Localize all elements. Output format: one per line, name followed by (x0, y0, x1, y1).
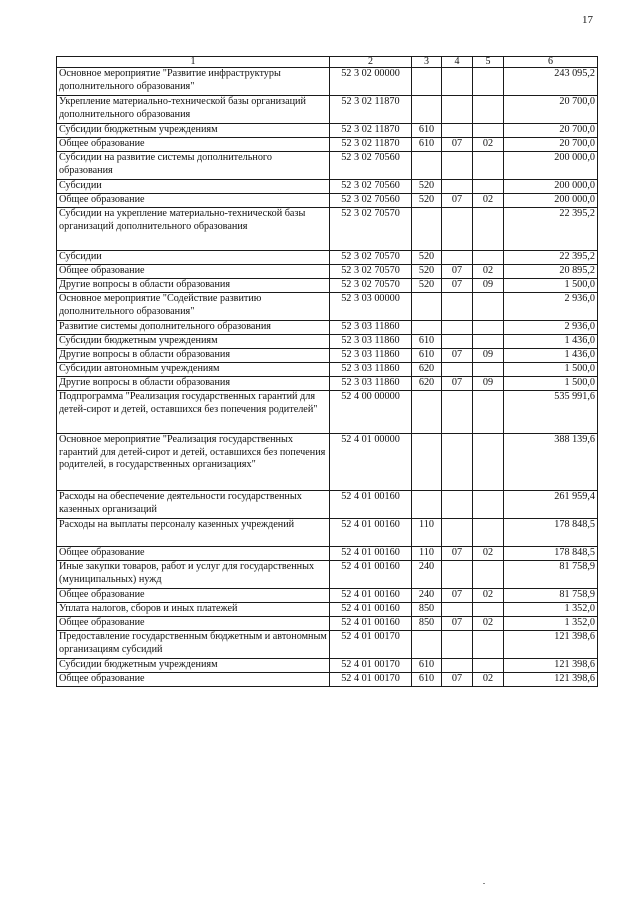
row-amount: 178 848,5 (504, 547, 598, 561)
row-col-5 (473, 434, 504, 491)
row-col-3: 520 (412, 180, 442, 194)
row-col-3: 610 (412, 349, 442, 363)
row-code: 52 3 03 11860 (330, 377, 412, 391)
row-col-4: 07 (442, 589, 473, 603)
table-row (57, 335, 598, 349)
table-row (57, 68, 598, 96)
table-row (57, 434, 598, 491)
row-code: 52 4 01 00160 (330, 561, 412, 589)
row-col-4: 07 (442, 138, 473, 152)
table-row (57, 96, 598, 124)
row-col-3: 520 (412, 265, 442, 279)
row-col-4: 07 (442, 194, 473, 208)
row-col-5 (473, 363, 504, 377)
row-name: Другие вопросы в области образования (57, 279, 330, 293)
page-number: 17 (582, 14, 593, 26)
row-col-4 (442, 180, 473, 194)
table-row (57, 279, 598, 293)
row-name: Другие вопросы в области образования (57, 349, 330, 363)
row-name: Общее образование (57, 673, 330, 687)
row-name: Основное мероприятие "Реализация государственных гарантий для детей-сирот и детей, оставшихся без попечения родителей, в государственных организациях" (57, 434, 330, 491)
row-col-4 (442, 603, 473, 617)
row-col-3 (412, 434, 442, 491)
scan-mark (483, 883, 485, 884)
table-row (57, 124, 598, 138)
row-name: Расходы на выплаты персоналу казенных учреждений (57, 519, 330, 547)
row-col-3: 520 (412, 251, 442, 265)
row-name: Другие вопросы в области образования (57, 377, 330, 391)
row-col-3: 520 (412, 279, 442, 293)
row-name: Основное мероприятие "Содействие развитию дополнительного образования" (57, 293, 330, 321)
table-row (57, 251, 598, 265)
row-name: Субсидии бюджетным учреждениям (57, 659, 330, 673)
row-col-3: 620 (412, 363, 442, 377)
row-col-4: 07 (442, 279, 473, 293)
row-code: 52 4 01 00000 (330, 434, 412, 491)
row-col-4 (442, 491, 473, 519)
table-row (57, 180, 598, 194)
table-row (57, 561, 598, 589)
row-amount: 243 095,2 (504, 68, 598, 96)
row-col-5 (473, 335, 504, 349)
row-name: Предоставление государственным бюджетным и автономным организациям субсидий (57, 631, 330, 659)
row-col-3: 240 (412, 561, 442, 589)
row-col-3: 850 (412, 603, 442, 617)
table-row (57, 617, 598, 631)
row-col-4: 07 (442, 349, 473, 363)
header-col-6: 6 (504, 57, 598, 68)
header-col-4: 4 (442, 57, 473, 68)
row-col-3 (412, 152, 442, 180)
row-col-5 (473, 491, 504, 519)
row-amount: 1 436,0 (504, 335, 598, 349)
row-code: 52 4 01 00160 (330, 519, 412, 547)
row-col-5 (473, 124, 504, 138)
row-code: 52 3 02 70570 (330, 279, 412, 293)
row-col-3: 240 (412, 589, 442, 603)
table-row (57, 208, 598, 251)
row-name: Расходы на обеспечение деятельности государственных казенных организаций (57, 491, 330, 519)
row-col-5: 02 (473, 194, 504, 208)
row-code: 52 3 02 70560 (330, 180, 412, 194)
row-amount: 200 000,0 (504, 180, 598, 194)
row-amount: 200 000,0 (504, 194, 598, 208)
row-amount: 388 139,6 (504, 434, 598, 491)
row-col-3 (412, 68, 442, 96)
row-col-5 (473, 96, 504, 124)
row-col-5: 09 (473, 377, 504, 391)
table-row (57, 391, 598, 434)
row-name: Общее образование (57, 265, 330, 279)
row-code: 52 3 03 11860 (330, 363, 412, 377)
row-amount: 1 436,0 (504, 349, 598, 363)
header-col-2: 2 (330, 57, 412, 68)
row-col-4 (442, 434, 473, 491)
row-col-3: 610 (412, 673, 442, 687)
row-col-5 (473, 180, 504, 194)
row-col-4 (442, 335, 473, 349)
row-amount: 1 500,0 (504, 377, 598, 391)
row-amount: 20 895,2 (504, 265, 598, 279)
table-row (57, 589, 598, 603)
row-name: Субсидии бюджетным учреждениям (57, 124, 330, 138)
row-col-5 (473, 152, 504, 180)
row-name: Уплата налогов, сборов и иных платежей (57, 603, 330, 617)
row-name: Субсидии на развитие системы дополнительного образования (57, 152, 330, 180)
row-col-4 (442, 124, 473, 138)
row-name: Субсидии на укрепление материально-технической базы организаций дополнительного образования (57, 208, 330, 251)
row-col-4: 07 (442, 617, 473, 631)
row-col-3 (412, 391, 442, 434)
table-row (57, 293, 598, 321)
row-amount: 2 936,0 (504, 321, 598, 335)
row-code: 52 4 01 00160 (330, 603, 412, 617)
row-col-4 (442, 251, 473, 265)
row-name: Общее образование (57, 617, 330, 631)
row-amount: 1 352,0 (504, 617, 598, 631)
row-code: 52 3 03 00000 (330, 293, 412, 321)
row-col-3: 610 (412, 659, 442, 673)
row-amount: 20 700,0 (504, 96, 598, 124)
row-name: Основное мероприятие "Развитие инфраструктуры дополнительного образования" (57, 68, 330, 96)
row-name: Субсидии бюджетным учреждениям (57, 335, 330, 349)
row-code: 52 4 01 00170 (330, 659, 412, 673)
row-col-4 (442, 293, 473, 321)
row-code: 52 3 02 00000 (330, 68, 412, 96)
table-row (57, 321, 598, 335)
row-col-5 (473, 519, 504, 547)
row-name: Субсидии (57, 251, 330, 265)
row-code: 52 3 03 11860 (330, 321, 412, 335)
row-code: 52 3 02 11870 (330, 96, 412, 124)
row-col-4 (442, 631, 473, 659)
row-amount: 22 395,2 (504, 251, 598, 265)
row-name: Подпрограмма "Реализация государственных гарантий для детей-сирот и детей, оставшихся без попечения родителей" (57, 391, 330, 434)
row-code: 52 4 01 00160 (330, 547, 412, 561)
table-row (57, 152, 598, 180)
row-col-3 (412, 631, 442, 659)
row-col-5 (473, 561, 504, 589)
header-col-5: 5 (473, 57, 504, 68)
row-amount: 81 758,9 (504, 589, 598, 603)
row-col-5: 02 (473, 617, 504, 631)
row-code: 52 4 01 00160 (330, 617, 412, 631)
table-row (57, 631, 598, 659)
row-name: Общее образование (57, 547, 330, 561)
row-col-5: 02 (473, 673, 504, 687)
row-col-3: 620 (412, 377, 442, 391)
table-row (57, 363, 598, 377)
row-col-3: 110 (412, 519, 442, 547)
row-col-5: 09 (473, 279, 504, 293)
row-name: Общее образование (57, 194, 330, 208)
row-col-5 (473, 391, 504, 434)
row-code: 52 3 02 70560 (330, 152, 412, 180)
row-col-4 (442, 68, 473, 96)
row-amount: 121 398,6 (504, 673, 598, 687)
row-col-5 (473, 321, 504, 335)
row-code: 52 4 00 00000 (330, 391, 412, 434)
row-code: 52 3 03 11860 (330, 335, 412, 349)
row-col-3 (412, 96, 442, 124)
row-col-5 (473, 631, 504, 659)
row-code: 52 3 02 11870 (330, 124, 412, 138)
table-row (57, 659, 598, 673)
row-col-4: 07 (442, 377, 473, 391)
row-col-4: 07 (442, 673, 473, 687)
row-col-5: 02 (473, 589, 504, 603)
row-code: 52 3 02 70570 (330, 208, 412, 251)
row-col-3 (412, 491, 442, 519)
table-row (57, 138, 598, 152)
row-col-5: 02 (473, 265, 504, 279)
header-col-3: 3 (412, 57, 442, 68)
budget-table (56, 56, 598, 687)
table-row (57, 265, 598, 279)
row-amount: 20 700,0 (504, 124, 598, 138)
row-col-5 (473, 208, 504, 251)
row-name: Развитие системы дополнительного образования (57, 321, 330, 335)
row-col-3: 610 (412, 138, 442, 152)
row-col-5 (473, 68, 504, 96)
row-col-4 (442, 96, 473, 124)
row-col-4 (442, 519, 473, 547)
row-amount: 121 398,6 (504, 659, 598, 673)
row-name: Общее образование (57, 138, 330, 152)
row-amount: 20 700,0 (504, 138, 598, 152)
table-row (57, 519, 598, 547)
row-name: Общее образование (57, 589, 330, 603)
row-code: 52 4 01 00160 (330, 589, 412, 603)
table-row (57, 547, 598, 561)
row-amount: 535 991,6 (504, 391, 598, 434)
table-row (57, 673, 598, 687)
row-col-3: 610 (412, 124, 442, 138)
row-amount: 178 848,5 (504, 519, 598, 547)
row-col-5: 02 (473, 138, 504, 152)
row-code: 52 4 01 00170 (330, 631, 412, 659)
row-col-3 (412, 208, 442, 251)
row-col-4 (442, 152, 473, 180)
row-col-4: 07 (442, 265, 473, 279)
row-code: 52 3 02 70560 (330, 194, 412, 208)
row-col-4 (442, 659, 473, 673)
row-amount: 121 398,6 (504, 631, 598, 659)
table-row (57, 491, 598, 519)
table-row (57, 377, 598, 391)
row-col-5 (473, 659, 504, 673)
row-col-4 (442, 208, 473, 251)
row-name: Субсидии (57, 180, 330, 194)
row-amount: 2 936,0 (504, 293, 598, 321)
row-col-4 (442, 321, 473, 335)
row-col-4 (442, 391, 473, 434)
row-col-4: 07 (442, 547, 473, 561)
row-amount: 22 395,2 (504, 208, 598, 251)
row-col-4 (442, 363, 473, 377)
row-code: 52 3 02 70570 (330, 251, 412, 265)
row-col-5 (473, 293, 504, 321)
row-code: 52 3 03 11860 (330, 349, 412, 363)
table-row (57, 349, 598, 363)
row-name: Иные закупки товаров, работ и услуг для государственных (муниципальных) нужд (57, 561, 330, 589)
row-col-3: 110 (412, 547, 442, 561)
row-code: 52 4 01 00160 (330, 491, 412, 519)
row-name: Укрепление материально-технической базы организаций дополнительного образования (57, 96, 330, 124)
row-col-5 (473, 251, 504, 265)
row-col-4 (442, 561, 473, 589)
table-row (57, 194, 598, 208)
row-code: 52 3 02 11870 (330, 138, 412, 152)
table-row (57, 603, 598, 617)
row-col-5 (473, 603, 504, 617)
row-col-3 (412, 321, 442, 335)
row-amount: 1 500,0 (504, 363, 598, 377)
row-amount: 200 000,0 (504, 152, 598, 180)
row-col-3 (412, 293, 442, 321)
row-col-3: 850 (412, 617, 442, 631)
row-col-5: 02 (473, 547, 504, 561)
row-name: Субсидии автономным учреждениям (57, 363, 330, 377)
row-amount: 1 352,0 (504, 603, 598, 617)
row-code: 52 4 01 00170 (330, 673, 412, 687)
header-row (57, 57, 598, 68)
table-body (57, 68, 598, 687)
row-col-5: 09 (473, 349, 504, 363)
row-amount: 1 500,0 (504, 279, 598, 293)
row-code: 52 3 02 70570 (330, 265, 412, 279)
row-col-3: 610 (412, 335, 442, 349)
header-col-1: 1 (57, 57, 330, 68)
row-col-3: 520 (412, 194, 442, 208)
row-amount: 81 758,9 (504, 561, 598, 589)
row-amount: 261 959,4 (504, 491, 598, 519)
